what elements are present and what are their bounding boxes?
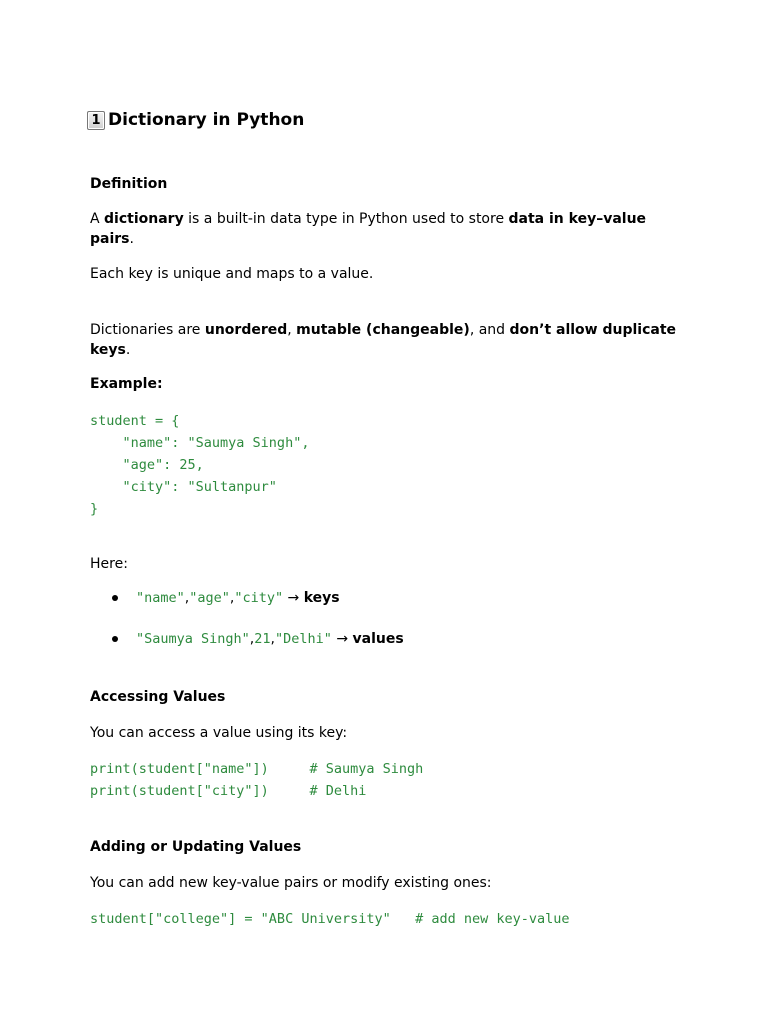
unique-key-paragraph: Each key is unique and maps to a value. <box>90 266 374 282</box>
code-token: "Delhi" <box>274 631 332 647</box>
adding-values-heading: Adding or Updating Values <box>90 839 302 855</box>
text-run: , <box>287 322 297 338</box>
accessing-values-heading: Accessing Values <box>90 689 226 705</box>
arrow-glyph: → <box>331 631 353 647</box>
example-code-block: student = { "name": "Saumya Singh", "age": 25, "city": "Sultanpur" } <box>90 413 310 517</box>
text-run: Dictionaries are <box>90 322 205 338</box>
bold-term: dictionary <box>104 211 184 227</box>
code-token: "city" <box>234 590 284 606</box>
adding-values-text: You can add new key-value pairs or modify existing ones: <box>90 875 492 891</box>
bold-term: values <box>352 631 404 647</box>
code-token: "age" <box>189 590 230 606</box>
page-title <box>87 110 304 130</box>
text-run: , and <box>469 322 510 338</box>
bold-term: mutable (changeable) <box>296 322 470 338</box>
code-token: "Saumya Singh" <box>136 631 250 647</box>
definition-paragraph <box>90 209 680 249</box>
page-title-text: Dictionary in Python <box>108 110 305 130</box>
bold-term: unordered <box>204 322 288 338</box>
text-run: , <box>184 590 190 606</box>
bullet-icon <box>112 636 118 642</box>
here-label: Here: <box>90 556 128 572</box>
list-item-values <box>112 631 404 647</box>
bold-term: don’t allow duplicate keys <box>90 322 677 358</box>
accessing-code-block: print(student["name"]) # Saumya Singh print(student["city"]) # Delhi <box>90 761 424 799</box>
definition-heading: Definition <box>90 176 168 192</box>
code-token: 21 <box>254 631 271 647</box>
code-token: "name" <box>136 590 185 606</box>
adding-code-block: student["college"] = "ABC University" # add new key-value <box>90 911 570 927</box>
text-run: . <box>129 231 134 247</box>
bullet-icon <box>112 595 118 601</box>
text-run: , <box>249 631 255 647</box>
text-run: is a built-in data type in Python used to store <box>183 211 509 227</box>
arrow-glyph: → <box>283 590 304 606</box>
example-heading: Example: <box>90 376 163 392</box>
text-run: . <box>125 342 131 358</box>
text-run: , <box>229 590 235 606</box>
list-item-keys <box>112 590 340 606</box>
text-run: , <box>270 631 275 647</box>
bold-term: keys <box>303 590 340 606</box>
text-run: A <box>90 211 105 227</box>
accessing-values-text: You can access a value using its key: <box>90 725 348 741</box>
properties-paragraph <box>90 320 680 360</box>
bold-term: data in key–value pairs <box>90 211 647 247</box>
number-one-keycap-icon: 1 <box>87 111 105 130</box>
